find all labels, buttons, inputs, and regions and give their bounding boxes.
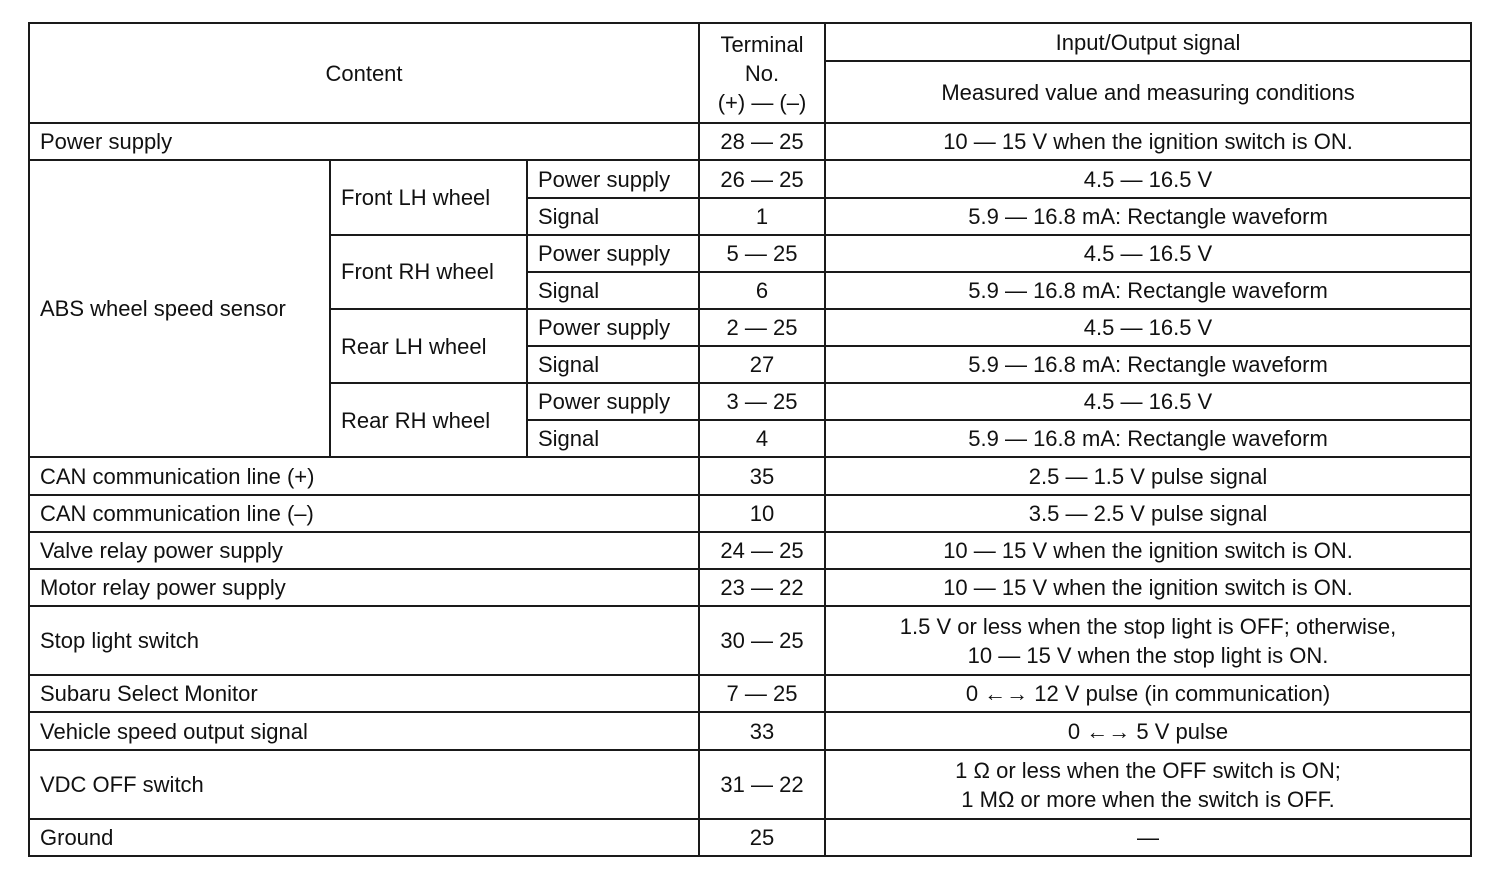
- value-cell: 5.9 — 16.8 mA: Rectangle waveform: [825, 198, 1471, 235]
- table-row: [29, 819, 1471, 856]
- value-cell: 2.5 — 1.5 V pulse signal: [825, 457, 1471, 494]
- row-label: Subaru Select Monitor: [29, 675, 699, 712]
- value-cell: 10 — 15 V when the ignition switch is ON.: [825, 569, 1471, 606]
- row-label: Ground: [29, 819, 699, 856]
- value-cell: 1.5 V or less when the stop light is OFF; otherwise, 10 — 15 V when the stop light is ON.: [825, 606, 1471, 675]
- header-io-signal: Input/Output signal: [825, 23, 1471, 61]
- row-label: VDC OFF switch: [29, 750, 699, 818]
- terminal-cell: 27: [699, 346, 825, 383]
- sub-label: Power supply: [527, 235, 699, 272]
- value-cell: 4.5 — 16.5 V: [825, 160, 1471, 197]
- header-content: Content: [29, 23, 699, 123]
- table-row: [29, 123, 1471, 160]
- value-cell: 0 ←→ 12 V pulse (in communication): [825, 675, 1471, 712]
- terminal-cell: 7 — 25: [699, 675, 825, 712]
- sub-label: Signal: [527, 198, 699, 235]
- table-row: [29, 160, 1471, 197]
- table-row: [29, 750, 1471, 818]
- terminal-cell: 26 — 25: [699, 160, 825, 197]
- row-label: Power supply: [29, 123, 699, 160]
- row-label: CAN communication line (–): [29, 495, 699, 532]
- row-label: CAN communication line (+): [29, 457, 699, 494]
- value-cell: 5.9 — 16.8 mA: Rectangle waveform: [825, 272, 1471, 309]
- terminal-cell: 24 — 25: [699, 532, 825, 569]
- header-row: [29, 23, 1471, 61]
- row-label: Valve relay power supply: [29, 532, 699, 569]
- terminal-cell: 28 — 25: [699, 123, 825, 160]
- abs-sensor-label: ABS wheel speed sensor: [29, 160, 330, 457]
- terminal-cell: 4: [699, 420, 825, 457]
- value-cell: 4.5 — 16.5 V: [825, 235, 1471, 272]
- row-label: Vehicle speed output signal: [29, 712, 699, 750]
- table-row: [29, 569, 1471, 606]
- value-cell: 1 Ω or less when the OFF switch is ON; 1 MΩ or more when the switch is OFF.: [825, 750, 1471, 818]
- wheel-label: Rear LH wheel: [330, 309, 527, 383]
- row-label: Motor relay power supply: [29, 569, 699, 606]
- terminal-cell: 30 — 25: [699, 606, 825, 675]
- value-cell: 5.9 — 16.8 mA: Rectangle waveform: [825, 420, 1471, 457]
- sub-label: Signal: [527, 420, 699, 457]
- wheel-label: Front RH wheel: [330, 235, 527, 309]
- table-row: [29, 606, 1471, 675]
- terminal-signal-table: [28, 22, 1472, 857]
- row-label: Stop light switch: [29, 606, 699, 675]
- terminal-cell: 3 — 25: [699, 383, 825, 420]
- value-cell: —: [825, 819, 1471, 856]
- value-cell: 3.5 — 2.5 V pulse signal: [825, 495, 1471, 532]
- terminal-cell: 25: [699, 819, 825, 856]
- value-cell: 5.9 — 16.8 mA: Rectangle waveform: [825, 346, 1471, 383]
- sub-label: Power supply: [527, 309, 699, 346]
- terminal-cell: 1: [699, 198, 825, 235]
- header-terminal-no: Terminal No. (+) — (–): [699, 23, 825, 123]
- sub-label: Signal: [527, 346, 699, 383]
- terminal-cell: 2 — 25: [699, 309, 825, 346]
- wheel-label: Rear RH wheel: [330, 383, 527, 457]
- terminal-cell: 35: [699, 457, 825, 494]
- value-cell: 10 — 15 V when the ignition switch is ON.: [825, 123, 1471, 160]
- terminal-cell: 10: [699, 495, 825, 532]
- value-cell: 4.5 — 16.5 V: [825, 309, 1471, 346]
- terminal-cell: 23 — 22: [699, 569, 825, 606]
- value-cell: 4.5 — 16.5 V: [825, 383, 1471, 420]
- table-row: [29, 457, 1471, 494]
- terminal-cell: 31 — 22: [699, 750, 825, 818]
- sub-label: Signal: [527, 272, 699, 309]
- sub-label: Power supply: [527, 160, 699, 197]
- wheel-label: Front LH wheel: [330, 160, 527, 234]
- terminal-cell: 5 — 25: [699, 235, 825, 272]
- value-cell: 10 — 15 V when the ignition switch is ON.: [825, 532, 1471, 569]
- sub-label: Power supply: [527, 383, 699, 420]
- terminal-cell: 6: [699, 272, 825, 309]
- header-measured-value: Measured value and measuring conditions: [825, 61, 1471, 123]
- table-row: [29, 712, 1471, 750]
- table-row: [29, 495, 1471, 532]
- table-row: [29, 532, 1471, 569]
- terminal-cell: 33: [699, 712, 825, 750]
- table-row: [29, 675, 1471, 712]
- value-cell: 0 ←→ 5 V pulse: [825, 712, 1471, 750]
